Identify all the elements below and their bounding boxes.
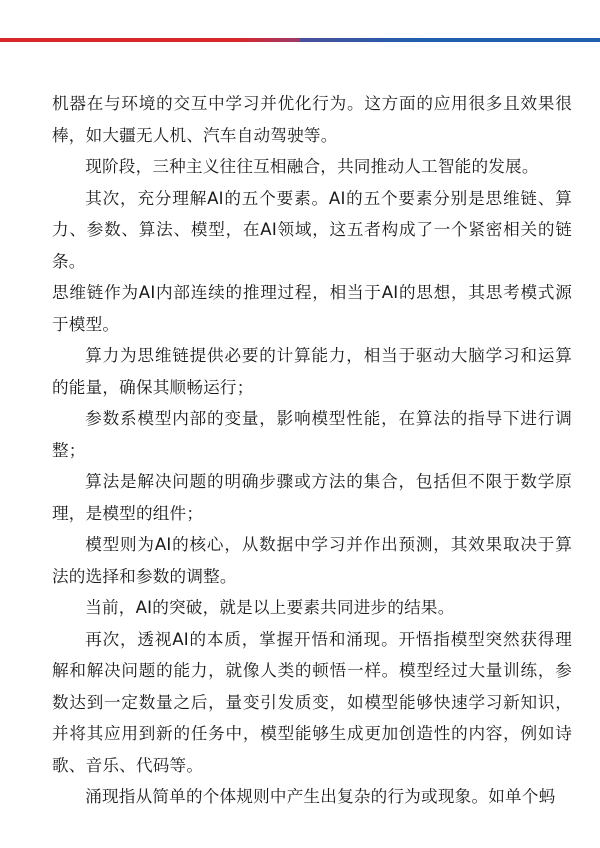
paragraph: 算力为思维链提供必要的计算能力，相当于驱动大脑学习和运算的能量，确保其顺畅运行； [52, 346, 572, 397]
paragraph: 再次，透视AI的本质，掌握开悟和涌现。开悟指模型突然获得理解和解决问题的能力，就像人类的顿悟一样。模型经过大量训练，参数达到一定数量之后，量变引发质变，如模型能够快速学习新知识，并将其应用到新的任务中，模型能够生成更加创造性的内容，例如诗歌、音乐、代码等。 [52, 629, 572, 775]
body-text [52, 88, 572, 813]
paragraph: 涌现指从简单的个体规则中产生出复杂的行为或现象。如单个蚂 [85, 787, 556, 806]
header-rule-red [0, 38, 300, 42]
paragraph: 其次，充分理解AI的五个要素。AI的五个要素分别是思维链、算力、参数、算法、模型，在AI领域，这五者构成了一个紧密相关的链条。 [52, 188, 572, 271]
paragraph: 机器在与环境的交互中学习并优化行为。这方面的应用很多且效果很棒，如大疆无人机、汽车自动驾驶等。 [52, 94, 572, 145]
paragraph: 思维链作为AI内部连续的推理过程，相当于AI的思想，其思考模式源于模型。 [52, 283, 572, 334]
header-rule-blue [300, 38, 600, 42]
header-rule [0, 38, 600, 42]
paragraph: 参数系模型内部的变量，影响模型性能，在算法的指导下进行调整； [52, 409, 572, 460]
paragraph: 现阶段，三种主义往往互相融合，共同推动人工智能的发展。 [85, 157, 539, 176]
paragraph: 当前，AI的突破，就是以上要素共同进步的结果。 [85, 598, 455, 617]
paragraph: 算法是解决问题的明确步骤或方法的集合，包括但不限于数学原理，是模型的组件； [52, 472, 572, 523]
paragraph: 模型则为AI的核心，从数据中学习并作出预测，其效果取决于算法的选择和参数的调整。 [52, 535, 572, 586]
